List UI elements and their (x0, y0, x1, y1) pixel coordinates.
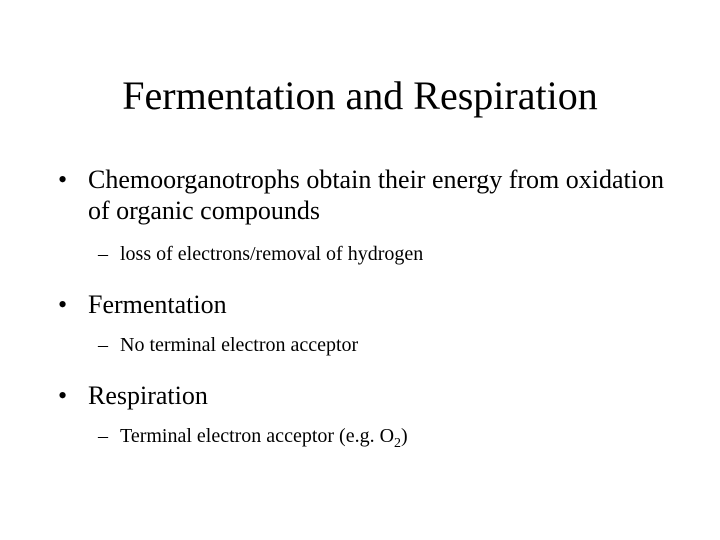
bullet-text: Chemoorganotrophs obtain their energy from oxidation of organic compounds (88, 165, 664, 225)
sub-marker: – (98, 334, 108, 356)
sub-marker: – (98, 425, 108, 447)
sub-marker: – (98, 243, 108, 265)
sub-item-no-terminal-acceptor (58, 333, 678, 357)
bullet-item-fermentation (58, 289, 678, 320)
sub-text-subscript: 2 (394, 436, 402, 451)
bullet-item-chemoorganotrophs (58, 164, 678, 226)
bullet-marker: • (58, 290, 68, 319)
slide-title: Fermentation and Respiration (122, 73, 598, 118)
sub-text-prefix: Terminal electron acceptor (e.g. O (120, 425, 395, 447)
bullet-item-respiration (58, 380, 678, 411)
bullet-text: Respiration (88, 381, 208, 410)
bullet-marker: • (58, 165, 68, 194)
bullet-list (58, 164, 678, 456)
sub-text: No terminal electron acceptor (120, 334, 359, 356)
sub-item-loss-of-electrons (58, 242, 678, 266)
sub-text-suffix: ) (401, 425, 408, 447)
bullet-marker: • (58, 381, 68, 410)
sub-item-terminal-acceptor (58, 424, 678, 456)
bullet-text: Fermentation (88, 290, 227, 319)
sub-text: loss of electrons/removal of hydrogen (120, 243, 424, 265)
